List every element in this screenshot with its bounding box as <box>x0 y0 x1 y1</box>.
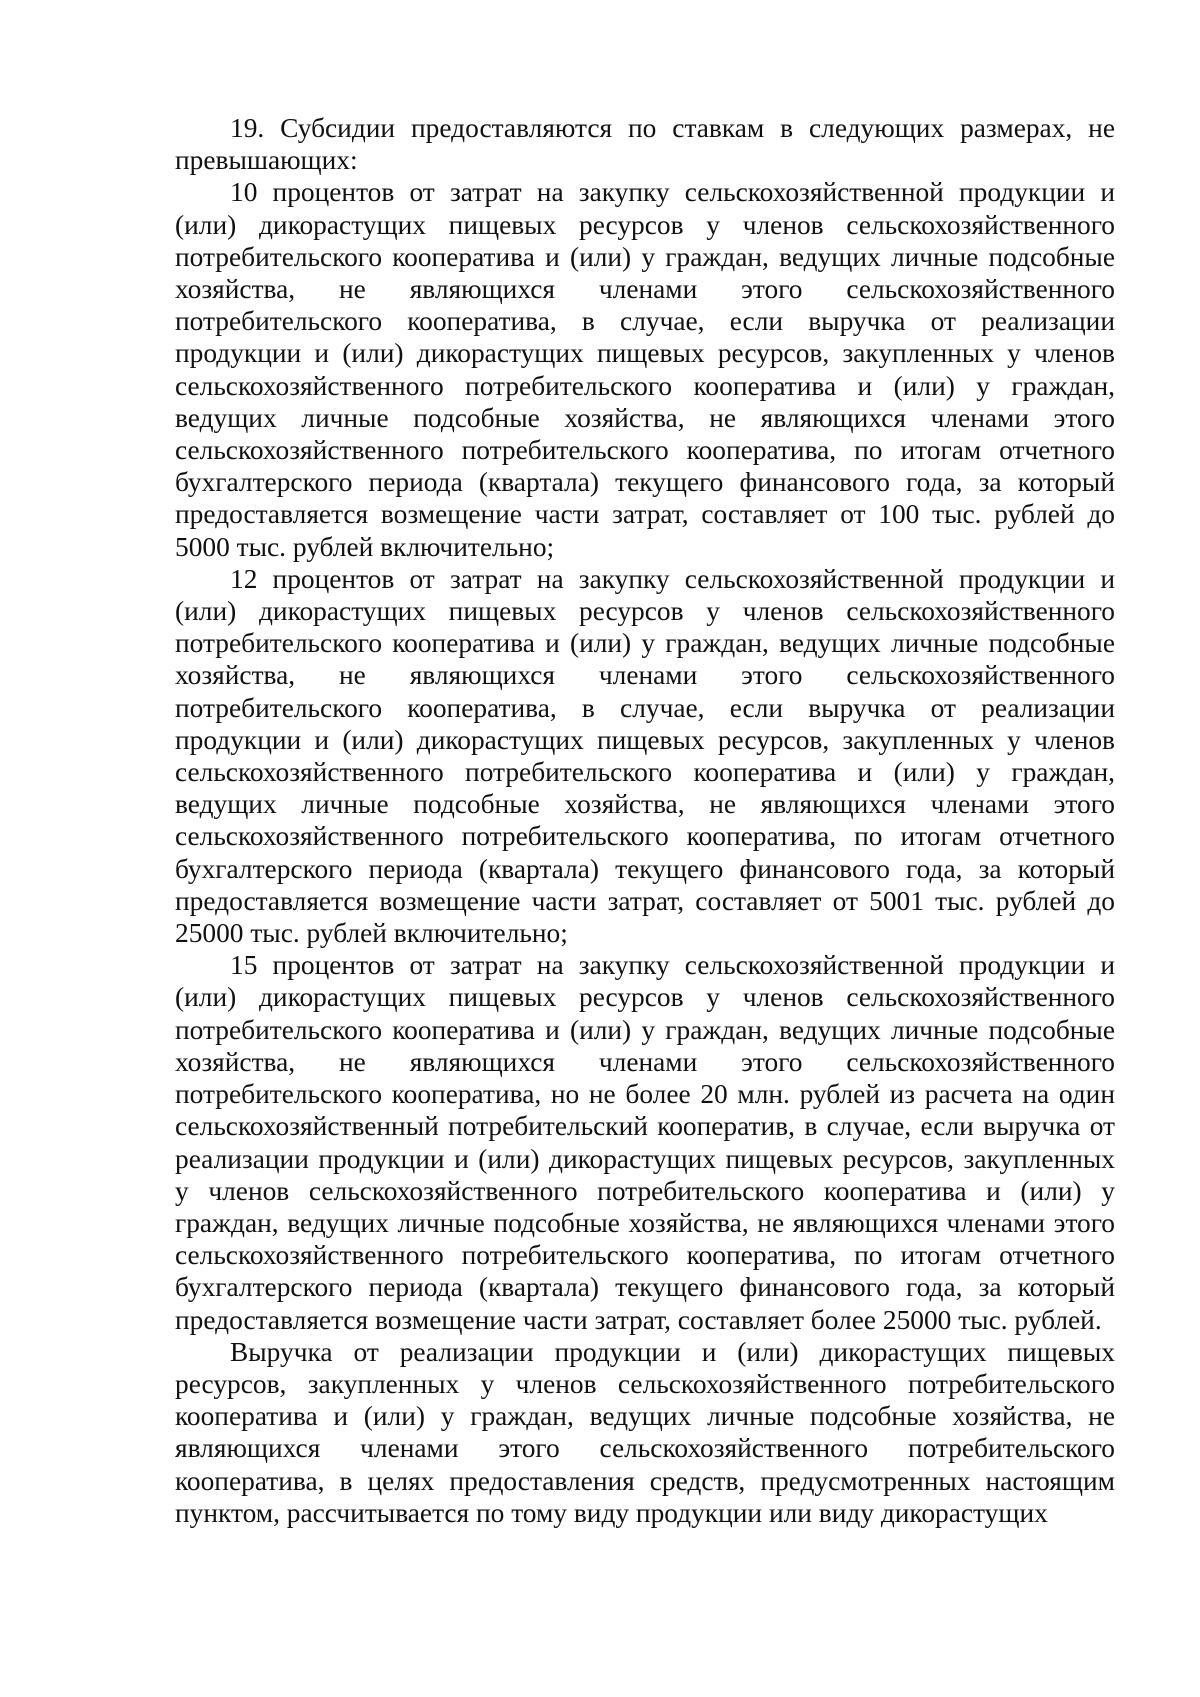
document-body <box>175 112 1115 1529</box>
paragraph-rate-12-percent: 12 процентов от затрат на закупку сельскохозяйственной продукции и (или) дикорастущих пищевых ресурсов у членов сельскохозяйственного потребительского кооператива и (или) у граждан, ведущих личные подсобные хозяйства, не являющихся членами этого сельскохозяйственного потребительского кооператива, в случае, если выручка от реализации продукции и (или) дикорастущих пищевых ресурсов, закупленных у членов сельскохозяйственного потребительского кооператива и (или) у граждан, ведущих личные подсобные хозяйства, не являющихся членами этого сельскохозяйственного потребительского кооператива, по итогам отчетного бухгалтерского периода (квартала) текущего финансового года, за который предоставляется возмещение части затрат, составляет от 5001 тыс. рублей до 25000 тыс. рублей включительно; <box>175 563 1115 949</box>
paragraph-revenue-calculation: Выручка от реализации продукции и (или) дикорастущих пищевых ресурсов, закупленных у членов сельскохозяйственного потребительского кооператива и (или) у граждан, ведущих личные подсобные хозяйства, не являющихся членами этого сельскохозяйственного потребительского кооператива, в целях предоставления средств, предусмотренных настоящим пунктом, рассчитывается по тому виду продукции или виду дикорастущих <box>175 1336 1115 1528</box>
paragraph-rate-10-percent: 10 процентов от затрат на закупку сельскохозяйственной продукции и (или) дикорастущих пищевых ресурсов у членов сельскохозяйственного потребительского кооператива и (или) у граждан, ведущих личные подсобные хозяйства, не являющихся членами этого сельскохозяйственного потребительского кооператива, в случае, если выручка от реализации продукции и (или) дикорастущих пищевых ресурсов, закупленных у членов сельскохозяйственного потребительского кооператива и (или) у граждан, ведущих личные подсобные хозяйства, не являющихся членами этого сельскохозяйственного потребительского кооператива, по итогам отчетного бухгалтерского периода (квартала) текущего финансового года, за который предоставляется возмещение части затрат, составляет от 100 тыс. рублей до 5000 тыс. рублей включительно; <box>175 177 1115 562</box>
paragraph-rate-15-percent: 15 процентов от затрат на закупку сельскохозяйственной продукции и (или) дикорастущих пищевых ресурсов у членов сельскохозяйственного потребительского кооператива и (или) у граждан, ведущих личные подсобные хозяйства, не являющихся членами этого сельскохозяйственного потребительского кооператива, но не более 20 млн. рублей из расчета на один сельскохозяйственный потребительский кооператив, в случае, если выручка от реализации продукции и (или) дикорастущих пищевых ресурсов, закупленных у членов сельскохозяйственного потребительского кооператива и (или) у граждан, ведущих личные подсобные хозяйства, не являющихся членами этого сельскохозяйственного потребительского кооператива, по итогам отчетного бухгалтерского периода (квартала) текущего финансового года, за который предоставляется возмещение части затрат, составляет более 25000 тыс. рублей. <box>175 950 1115 1335</box>
paragraph-item-19: 19. Субсидии предоставляются по ставкам в следующих размерах, не превышающих: <box>175 113 1115 176</box>
